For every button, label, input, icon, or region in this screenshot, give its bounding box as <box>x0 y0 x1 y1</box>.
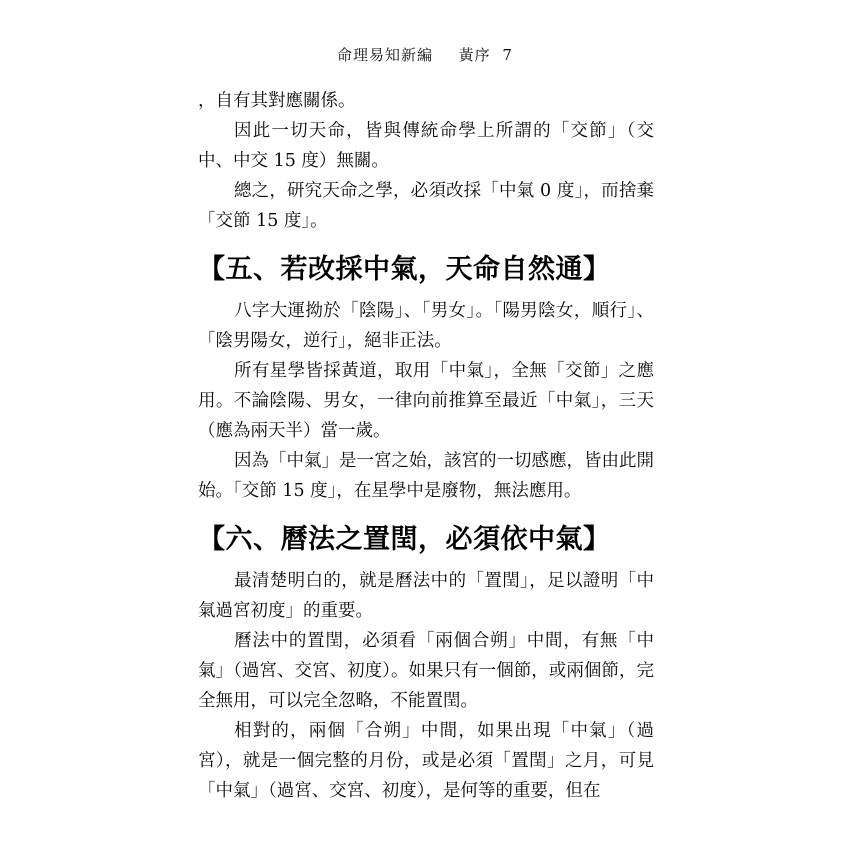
section-heading-six: 【六、曆法之置閏，必須依中氣】 <box>198 524 611 555</box>
section-heading-five: 【五、若改採中氣，天命自然通】 <box>198 254 611 285</box>
paragraph: 所有星學皆採黃道，取用「中氣」，全無「交節」之應用。不論陰陽、男女，一律向前推算至最近「中氣」，三天（應為兩天半）當一歲。 <box>198 361 654 441</box>
paragraph: 總之，研究天命之學，必須改採「中氣 0 度」，而捨棄「交節 15 度」。 <box>198 181 654 231</box>
body-text-column <box>198 86 654 806</box>
paragraph: 曆法中的置閏，必須看「兩個合朔」中間，有無「中氣」（過宮、交宮、初度）。如果只有一個節，或兩個節，完全無用，可以完全忽略，不能置閏。 <box>198 631 654 711</box>
header-book-title: 命理易知新編 <box>337 46 434 64</box>
paragraph: 相對的，兩個「合朔」中間，如果出現「中氣」（過宮），就是一個完整的月份，或是必須「置閏」之月，可見「中氣」（過宮、交宮、初度），是何等的重要，但在 <box>198 721 654 801</box>
page-number: 7 <box>502 46 513 64</box>
paragraph: 因此一切天命，皆與傳統命學上所謂的「交節」（交中、中交 15 度）無關。 <box>198 121 654 171</box>
page-header <box>0 44 850 65</box>
paragraph: 八字大運拗於「陰陽」、「男女」。「陽男陰女，順行」、「陰男陽女，逆行」，絕非正法。 <box>198 301 654 351</box>
header-section-title: 黃序 <box>458 46 491 64</box>
paragraph: 最清楚明白的，就是曆法中的「置閏」，足以證明「中氣過宮初度」的重要。 <box>198 571 654 621</box>
paragraph: 因為「中氣」是一宮之始，該宮的一切感應，皆由此開始。「交節 15 度」，在星學中是廢物，無法應用。 <box>198 451 654 501</box>
paragraph: ，自有其對應關係。 <box>198 91 356 111</box>
